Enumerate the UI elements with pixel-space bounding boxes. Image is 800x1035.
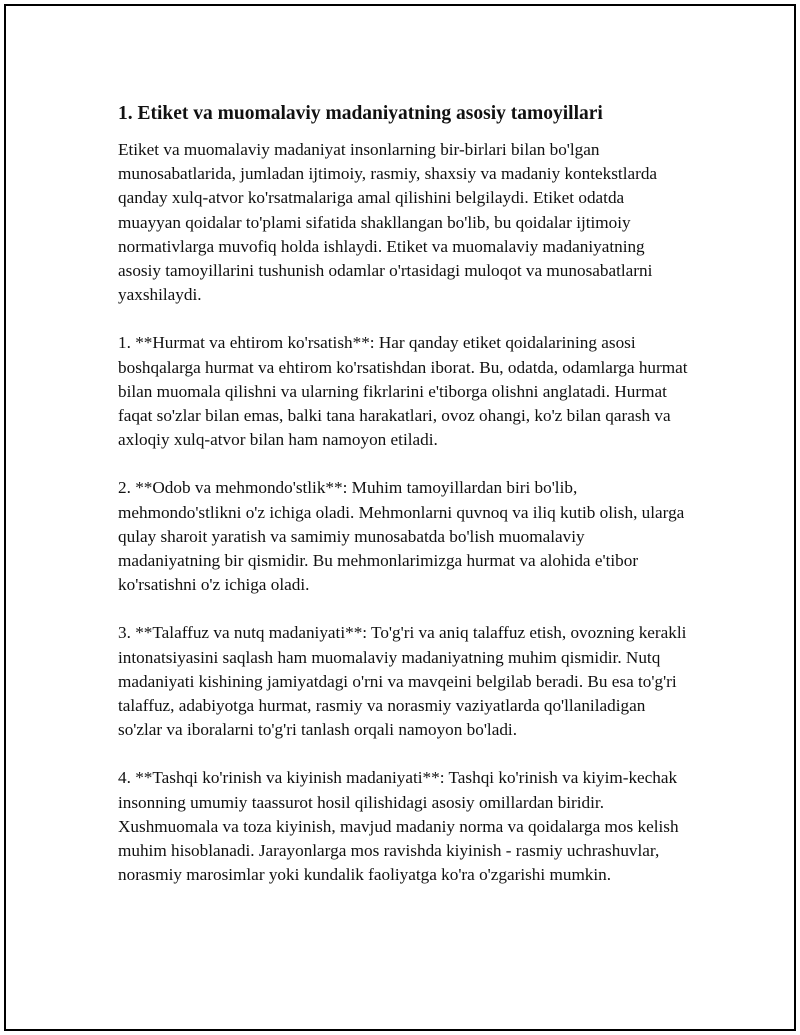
intro-paragraph: Etiket va muomalaviy madaniyat insonlarning bir-birlari bilan bo'lgan munosabatlarida, jumladan ijtimoiy, rasmiy, shaxsiy va madaniy kontekstlarda qanday xulq-atvor ko'rsatmalariga amal qilishini belgilaydi. Etiket odatda muayyan qoidalar to'plami sifatida shakllangan bo'lib, bu qoidalar ijtimoiy normativlarga muvofiq holda ishlaydi. Etiket va muomalaviy madaniyatning asosiy tamoyillarini tushunish odamlar o'rtasidagi muloqot va munosabatlarni yaxshilaydi. <box>118 140 658 305</box>
principle-respect-paragraph: 1. **Hurmat va ehtirom ko'rsatish**: Har qanday etiket qoidalarining asosi boshqalarga hurmat va ehtirom ko'rsatishdan iborat. Bu, odatda, odamlarga hurmat bilan muomala qilishni va ularning fikrlarini e'tiborga olishni anglatadi. Hurmat faqat so'zlar bilan emas, balki tana harakatlari, ovoz ohangi, ko'z bilan qarash va axloqiy xulq-atvor bilan ham namoyon etiladi. <box>118 333 688 450</box>
principle-hospitality-paragraph: 2. **Odob va mehmondo'stlik**: Muhim tamoyillardan biri bo'lib, mehmondo'stlikni o'z ichiga oladi. Mehmonlarni quvnoq va iliq kutib olish, ularga qulay sharoit yaratish va samimiy munosabatda bo'lish muomalaviy madaniyatning bir qismidir. Bu mehmonlarimizga hurmat va alohida e'tibor ko'rsatishni o'z ichiga oladi. <box>118 478 685 595</box>
principle-speech-paragraph: 3. **Talaffuz va nutq madaniyati**: To'g'ri va aniq talaffuz etish, ovozning kerakli intonatsiyasini saqlash ham muomalaviy madaniyatning muhim qismidir. Nutq madaniyati kishining jamiyatdagi o'rni va mavqeini belgilab beradi. Bu esa to'g'ri talaffuz, adabiyotga hurmat, rasmiy va norasmiy vaziyatlarda qo'llaniladigan so'zlar va iboralarni to'g'ri tanlash orqali namoyon bo'ladi. <box>118 623 687 740</box>
section-heading: 1. Etiket va muomalaviy madaniyatning asosiy tamoyillari <box>118 103 603 124</box>
page-frame <box>4 4 796 1031</box>
document-body <box>118 102 688 911</box>
principle-appearance-paragraph: 4. **Tashqi ko'rinish va kiyinish madaniyati**: Tashqi ko'rinish va kiyim-kechak insonning umumiy taassurot hosil qilishidagi asosiy omillardan biridir. Xushmuomala va toza kiyinish, mavjud madaniy norma va qoidalarga mos kelish muhim hisoblanadi. Jarayonlarga mos ravishda kiyinish - rasmiy uchrashuvlar, norasmiy marosimlar yoki kundalik faoliyatga ko'ra o'zgarishi mumkin. <box>118 768 679 885</box>
